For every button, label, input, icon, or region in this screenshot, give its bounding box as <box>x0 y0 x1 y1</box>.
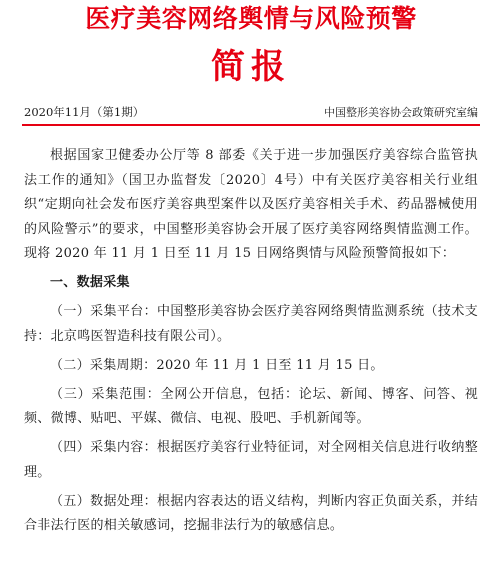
document-body <box>24 144 478 539</box>
body-paragraph: （四）采集内容：根据医疗美容行业特征词，对全网相关信息进行收纳整理。 <box>24 440 478 480</box>
document-subtitle: 简报 <box>211 47 291 87</box>
section-heading: 一、数据采集 <box>50 275 130 290</box>
body-paragraph: （五）数据处理：根据内容表达的语义结构，判断内容正负面关系，并结合非法行医的相关敏感词，挖掘非法行为的敏感信息。 <box>24 493 478 533</box>
body-paragraph: （三）采集范围：全网公开信息，包括：论坛、新闻、博客、问答、视频、微博、贴吧、平媒、微信、电视、股吧、手机新闻等。 <box>24 386 478 426</box>
publisher: 中国整形美容协会政策研究室编 <box>324 106 478 119</box>
header-divider <box>22 124 480 126</box>
issue-meta-row <box>24 104 478 124</box>
body-paragraph: （一）采集平台：中国整形美容协会医疗美容网络舆情监测系统（技术支持：北京鸣医智造科技有限公司）。 <box>24 304 478 344</box>
document-title: 医疗美容网络舆情与风险预警 <box>85 4 417 33</box>
body-paragraph: （二）采集周期：2020 年 11 月 1 日至 11 月 15 日。 <box>50 357 384 373</box>
issue-number: 2020年11月（第1期） <box>24 105 145 119</box>
intro-paragraph: 根据国家卫健委办公厅等 8 部委《关于进一步加强医疗美容综合监管执法工作的通知》（国卫办监督发〔2020〕4号）中有关医疗美容相关行业组织“定期向社会发布医疗美容典型案件以及医疗美容相关手术、药品器械使用的风险警示”的要求，中国整形美容协会开展了医疗美容网络舆情监测工作。现将 2020 年 11 月 1 日至 11 月 15 日网络舆情与风险预警简报如下： <box>24 148 478 261</box>
